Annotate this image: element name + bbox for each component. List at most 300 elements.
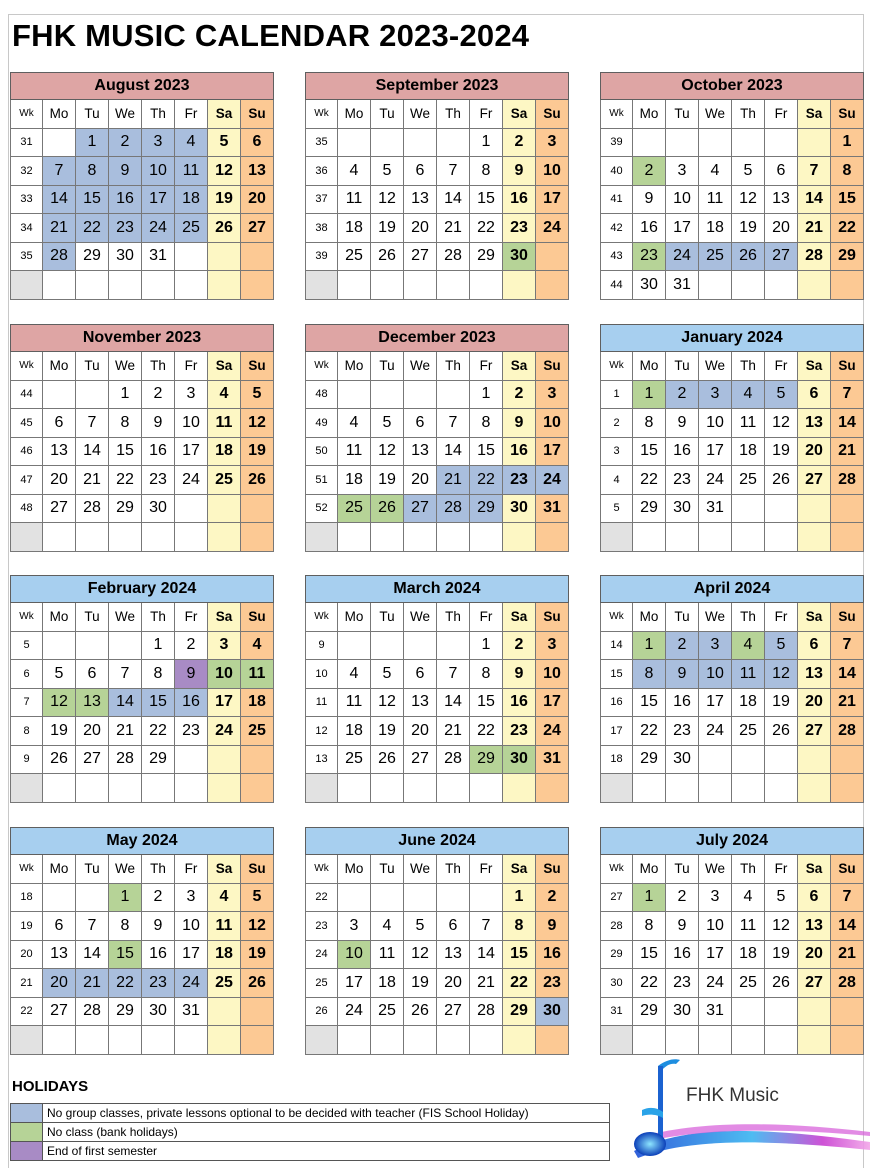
day-cell: 7 bbox=[437, 409, 470, 438]
day-cell bbox=[699, 271, 732, 300]
week-number bbox=[601, 774, 633, 803]
day-cell: 13 bbox=[798, 912, 831, 941]
day-cell: 15 bbox=[109, 941, 142, 970]
day-cell: 13 bbox=[43, 438, 76, 467]
day-cell: 7 bbox=[831, 632, 864, 661]
week-number: 16 bbox=[601, 689, 633, 718]
weekday-header: Th bbox=[142, 855, 175, 884]
day-cell: 14 bbox=[76, 438, 109, 467]
day-cell: 19 bbox=[765, 689, 798, 718]
day-cell bbox=[109, 632, 142, 661]
week-number bbox=[306, 271, 338, 300]
legend-row-bank-holiday bbox=[11, 1123, 609, 1142]
day-cell: 31 bbox=[699, 495, 732, 524]
day-cell bbox=[437, 381, 470, 410]
day-cell: 1 bbox=[109, 884, 142, 913]
day-cell bbox=[371, 774, 404, 803]
month-grid bbox=[305, 352, 569, 552]
day-cell: 27 bbox=[437, 998, 470, 1027]
day-cell: 1 bbox=[503, 884, 536, 913]
weekday-header: Sa bbox=[798, 352, 831, 381]
day-cell: 7 bbox=[831, 884, 864, 913]
day-cell: 21 bbox=[43, 214, 76, 243]
day-cell: 3 bbox=[338, 912, 371, 941]
week-number bbox=[306, 774, 338, 803]
week-number: 50 bbox=[306, 438, 338, 467]
day-cell: 12 bbox=[371, 186, 404, 215]
weekday-header: Tu bbox=[666, 855, 699, 884]
week-number: 44 bbox=[11, 381, 43, 410]
month-grid bbox=[305, 855, 569, 1055]
day-cell: 26 bbox=[241, 466, 274, 495]
weekday-header: Fr bbox=[470, 100, 503, 129]
weekday-header: Wk bbox=[306, 352, 338, 381]
day-cell: 22 bbox=[503, 969, 536, 998]
day-cell bbox=[437, 129, 470, 158]
day-cell: 19 bbox=[404, 969, 437, 998]
day-cell: 4 bbox=[175, 129, 208, 158]
weekday-header: Mo bbox=[338, 855, 371, 884]
day-cell: 29 bbox=[470, 243, 503, 272]
day-cell bbox=[338, 632, 371, 661]
day-cell: 5 bbox=[371, 409, 404, 438]
day-cell: 8 bbox=[470, 157, 503, 186]
day-cell: 16 bbox=[109, 186, 142, 215]
day-cell: 13 bbox=[404, 438, 437, 467]
day-cell bbox=[831, 998, 864, 1027]
day-cell: 25 bbox=[732, 466, 765, 495]
weekday-header: Sa bbox=[208, 855, 241, 884]
day-cell: 24 bbox=[699, 969, 732, 998]
weekday-header: Fr bbox=[470, 352, 503, 381]
day-cell: 19 bbox=[241, 438, 274, 467]
day-cell bbox=[241, 746, 274, 775]
weekday-header: Tu bbox=[76, 352, 109, 381]
month-title: December 2023 bbox=[305, 324, 569, 352]
day-cell: 20 bbox=[404, 717, 437, 746]
day-cell: 11 bbox=[338, 689, 371, 718]
week-number: 45 bbox=[11, 409, 43, 438]
day-cell: 7 bbox=[437, 157, 470, 186]
day-cell bbox=[798, 523, 831, 552]
day-cell: 16 bbox=[666, 438, 699, 467]
day-cell: 11 bbox=[732, 912, 765, 941]
day-cell: 13 bbox=[798, 660, 831, 689]
day-cell: 14 bbox=[43, 186, 76, 215]
week-number: 48 bbox=[11, 495, 43, 524]
day-cell: 28 bbox=[470, 998, 503, 1027]
day-cell: 5 bbox=[208, 129, 241, 158]
day-cell bbox=[43, 381, 76, 410]
legend-row-school-holiday bbox=[11, 1104, 609, 1123]
day-cell: 13 bbox=[43, 941, 76, 970]
weekday-header: Fr bbox=[765, 100, 798, 129]
day-cell bbox=[76, 523, 109, 552]
day-cell: 8 bbox=[470, 409, 503, 438]
day-cell: 2 bbox=[666, 381, 699, 410]
day-cell: 24 bbox=[536, 214, 569, 243]
week-number: 6 bbox=[11, 660, 43, 689]
day-cell: 12 bbox=[241, 912, 274, 941]
day-cell: 23 bbox=[666, 969, 699, 998]
weekday-header: Fr bbox=[470, 855, 503, 884]
day-cell bbox=[208, 746, 241, 775]
day-cell: 17 bbox=[699, 941, 732, 970]
day-cell bbox=[536, 243, 569, 272]
day-cell: 24 bbox=[699, 466, 732, 495]
weekday-header: Wk bbox=[11, 100, 43, 129]
day-cell bbox=[241, 1026, 274, 1055]
day-cell: 9 bbox=[142, 409, 175, 438]
day-cell: 7 bbox=[831, 381, 864, 410]
week-number: 39 bbox=[601, 129, 633, 158]
day-cell: 29 bbox=[831, 243, 864, 272]
weekday-header: We bbox=[699, 855, 732, 884]
day-cell: 30 bbox=[666, 746, 699, 775]
day-cell: 4 bbox=[371, 912, 404, 941]
day-cell: 15 bbox=[633, 689, 666, 718]
day-cell: 20 bbox=[76, 717, 109, 746]
day-cell bbox=[798, 998, 831, 1027]
day-cell bbox=[765, 271, 798, 300]
day-cell: 9 bbox=[503, 157, 536, 186]
day-cell: 13 bbox=[76, 689, 109, 718]
day-cell: 11 bbox=[732, 409, 765, 438]
day-cell bbox=[831, 1026, 864, 1055]
day-cell: 27 bbox=[798, 717, 831, 746]
day-cell: 9 bbox=[633, 186, 666, 215]
day-cell: 15 bbox=[503, 941, 536, 970]
weekday-header: Th bbox=[142, 352, 175, 381]
weekday-header: Su bbox=[536, 603, 569, 632]
day-cell: 4 bbox=[338, 409, 371, 438]
day-cell: 10 bbox=[142, 157, 175, 186]
day-cell: 11 bbox=[338, 438, 371, 467]
day-cell bbox=[765, 495, 798, 524]
week-number: 31 bbox=[601, 998, 633, 1027]
weekday-header: Tu bbox=[371, 100, 404, 129]
month-title: June 2024 bbox=[305, 827, 569, 855]
week-number: 29 bbox=[601, 941, 633, 970]
day-cell bbox=[536, 774, 569, 803]
month-march-2024 bbox=[305, 575, 569, 803]
weekday-header: We bbox=[109, 352, 142, 381]
week-number: 4 bbox=[601, 466, 633, 495]
day-cell: 13 bbox=[798, 409, 831, 438]
weekday-header: Wk bbox=[11, 603, 43, 632]
day-cell: 15 bbox=[633, 941, 666, 970]
day-cell: 7 bbox=[76, 409, 109, 438]
day-cell: 31 bbox=[699, 998, 732, 1027]
day-cell: 9 bbox=[503, 409, 536, 438]
day-cell bbox=[536, 271, 569, 300]
week-number bbox=[11, 523, 43, 552]
week-number bbox=[306, 523, 338, 552]
day-cell: 23 bbox=[142, 969, 175, 998]
day-cell: 29 bbox=[470, 746, 503, 775]
day-cell bbox=[371, 381, 404, 410]
day-cell bbox=[831, 746, 864, 775]
day-cell: 7 bbox=[798, 157, 831, 186]
day-cell: 28 bbox=[798, 243, 831, 272]
weekday-header: Wk bbox=[306, 855, 338, 884]
day-cell: 4 bbox=[732, 381, 765, 410]
day-cell: 30 bbox=[142, 495, 175, 524]
month-june-2024 bbox=[305, 827, 569, 1055]
day-cell bbox=[371, 632, 404, 661]
day-cell bbox=[699, 1026, 732, 1055]
day-cell: 29 bbox=[142, 746, 175, 775]
day-cell: 5 bbox=[371, 157, 404, 186]
week-number: 18 bbox=[11, 884, 43, 913]
day-cell: 21 bbox=[798, 214, 831, 243]
day-cell: 17 bbox=[666, 214, 699, 243]
day-cell bbox=[338, 381, 371, 410]
day-cell bbox=[43, 129, 76, 158]
day-cell: 14 bbox=[437, 186, 470, 215]
week-number: 47 bbox=[11, 466, 43, 495]
week-number: 34 bbox=[11, 214, 43, 243]
month-july-2024 bbox=[600, 827, 864, 1055]
day-cell bbox=[404, 129, 437, 158]
week-number: 52 bbox=[306, 495, 338, 524]
day-cell: 12 bbox=[43, 689, 76, 718]
week-number: 35 bbox=[11, 243, 43, 272]
day-cell bbox=[437, 523, 470, 552]
day-cell: 13 bbox=[404, 186, 437, 215]
day-cell: 30 bbox=[503, 243, 536, 272]
day-cell: 10 bbox=[175, 912, 208, 941]
day-cell: 18 bbox=[338, 717, 371, 746]
day-cell: 27 bbox=[404, 746, 437, 775]
day-cell: 1 bbox=[831, 129, 864, 158]
day-cell: 22 bbox=[470, 214, 503, 243]
day-cell: 24 bbox=[536, 466, 569, 495]
day-cell: 27 bbox=[404, 243, 437, 272]
day-cell: 23 bbox=[109, 214, 142, 243]
day-cell: 26 bbox=[732, 243, 765, 272]
day-cell: 4 bbox=[732, 632, 765, 661]
day-cell: 28 bbox=[437, 746, 470, 775]
day-cell: 14 bbox=[437, 438, 470, 467]
week-number: 7 bbox=[11, 689, 43, 718]
day-cell: 6 bbox=[404, 409, 437, 438]
day-cell: 18 bbox=[699, 214, 732, 243]
day-cell: 2 bbox=[109, 129, 142, 158]
week-number: 39 bbox=[306, 243, 338, 272]
day-cell bbox=[666, 129, 699, 158]
weekday-header: Th bbox=[437, 100, 470, 129]
day-cell: 18 bbox=[241, 689, 274, 718]
weekday-header: Th bbox=[732, 603, 765, 632]
day-cell: 18 bbox=[208, 438, 241, 467]
week-number: 48 bbox=[306, 381, 338, 410]
day-cell: 15 bbox=[633, 438, 666, 467]
day-cell: 27 bbox=[43, 998, 76, 1027]
weekday-header: Th bbox=[732, 100, 765, 129]
weekday-header: Tu bbox=[371, 603, 404, 632]
week-number: 36 bbox=[306, 157, 338, 186]
weekday-header: Mo bbox=[338, 100, 371, 129]
day-cell: 2 bbox=[666, 884, 699, 913]
day-cell: 31 bbox=[536, 746, 569, 775]
day-cell: 16 bbox=[536, 941, 569, 970]
weekday-header: Mo bbox=[43, 603, 76, 632]
day-cell: 29 bbox=[109, 495, 142, 524]
weekday-header: Sa bbox=[208, 352, 241, 381]
weekday-header: Su bbox=[241, 855, 274, 884]
weekday-header: Su bbox=[536, 855, 569, 884]
day-cell: 6 bbox=[798, 632, 831, 661]
week-number: 19 bbox=[11, 912, 43, 941]
day-cell: 26 bbox=[765, 717, 798, 746]
day-cell: 20 bbox=[798, 438, 831, 467]
day-cell: 18 bbox=[338, 214, 371, 243]
day-cell: 24 bbox=[142, 214, 175, 243]
day-cell: 22 bbox=[633, 969, 666, 998]
day-cell: 23 bbox=[175, 717, 208, 746]
day-cell bbox=[109, 271, 142, 300]
weekday-header: Wk bbox=[306, 100, 338, 129]
day-cell: 10 bbox=[208, 660, 241, 689]
day-cell: 13 bbox=[437, 941, 470, 970]
day-cell: 12 bbox=[371, 438, 404, 467]
weekday-header: Mo bbox=[338, 603, 371, 632]
day-cell bbox=[765, 998, 798, 1027]
day-cell: 25 bbox=[732, 717, 765, 746]
day-cell: 28 bbox=[831, 969, 864, 998]
day-cell: 17 bbox=[175, 438, 208, 467]
weekday-header: Wk bbox=[11, 855, 43, 884]
day-cell: 10 bbox=[338, 941, 371, 970]
week-number: 14 bbox=[601, 632, 633, 661]
weekday-header: Su bbox=[241, 603, 274, 632]
day-cell: 19 bbox=[765, 941, 798, 970]
day-cell: 8 bbox=[503, 912, 536, 941]
day-cell: 19 bbox=[732, 214, 765, 243]
day-cell: 19 bbox=[241, 941, 274, 970]
day-cell bbox=[831, 495, 864, 524]
day-cell: 16 bbox=[633, 214, 666, 243]
day-cell bbox=[371, 523, 404, 552]
day-cell bbox=[175, 774, 208, 803]
day-cell: 11 bbox=[175, 157, 208, 186]
day-cell bbox=[175, 243, 208, 272]
day-cell: 7 bbox=[43, 157, 76, 186]
day-cell bbox=[732, 271, 765, 300]
day-cell: 4 bbox=[208, 381, 241, 410]
day-cell bbox=[470, 523, 503, 552]
day-cell bbox=[666, 523, 699, 552]
day-cell: 26 bbox=[765, 969, 798, 998]
day-cell: 23 bbox=[536, 969, 569, 998]
day-cell: 5 bbox=[371, 660, 404, 689]
weekday-header: Fr bbox=[765, 855, 798, 884]
legend-text: No group classes, private lessons optional to be decided with teacher (FIS School Holiday) bbox=[47, 1106, 529, 1120]
month-title: November 2023 bbox=[10, 324, 274, 352]
day-cell: 16 bbox=[666, 689, 699, 718]
month-august-2023 bbox=[10, 72, 274, 300]
day-cell: 25 bbox=[338, 243, 371, 272]
day-cell: 2 bbox=[142, 381, 175, 410]
day-cell bbox=[732, 129, 765, 158]
weekday-header: We bbox=[109, 100, 142, 129]
week-number: 12 bbox=[306, 717, 338, 746]
day-cell: 9 bbox=[503, 660, 536, 689]
day-cell: 26 bbox=[765, 466, 798, 495]
weekday-header: Tu bbox=[371, 855, 404, 884]
day-cell bbox=[404, 271, 437, 300]
day-cell: 18 bbox=[732, 941, 765, 970]
day-cell: 23 bbox=[142, 466, 175, 495]
day-cell bbox=[43, 774, 76, 803]
legend-row-end-semester bbox=[11, 1142, 609, 1161]
day-cell: 21 bbox=[76, 969, 109, 998]
weekday-header: Fr bbox=[765, 603, 798, 632]
day-cell: 3 bbox=[699, 381, 732, 410]
month-april-2024 bbox=[600, 575, 864, 803]
day-cell: 8 bbox=[109, 409, 142, 438]
week-number: 17 bbox=[601, 717, 633, 746]
day-cell bbox=[43, 884, 76, 913]
week-number: 44 bbox=[601, 271, 633, 300]
day-cell: 4 bbox=[338, 660, 371, 689]
day-cell: 21 bbox=[109, 717, 142, 746]
day-cell bbox=[371, 1026, 404, 1055]
weekday-header: Fr bbox=[175, 100, 208, 129]
day-cell: 16 bbox=[503, 689, 536, 718]
day-cell: 11 bbox=[371, 941, 404, 970]
day-cell: 18 bbox=[208, 941, 241, 970]
week-number bbox=[11, 271, 43, 300]
day-cell: 15 bbox=[76, 186, 109, 215]
day-cell bbox=[437, 884, 470, 913]
weekday-header: Wk bbox=[601, 100, 633, 129]
week-number: 30 bbox=[601, 969, 633, 998]
day-cell: 24 bbox=[536, 717, 569, 746]
day-cell: 27 bbox=[76, 746, 109, 775]
day-cell: 30 bbox=[633, 271, 666, 300]
day-cell: 25 bbox=[371, 998, 404, 1027]
holidays-legend bbox=[10, 1103, 610, 1161]
day-cell: 16 bbox=[175, 689, 208, 718]
day-cell: 24 bbox=[175, 466, 208, 495]
day-cell: 9 bbox=[175, 660, 208, 689]
weekday-header: Su bbox=[536, 100, 569, 129]
week-number: 49 bbox=[306, 409, 338, 438]
day-cell: 23 bbox=[633, 243, 666, 272]
day-cell: 18 bbox=[175, 186, 208, 215]
day-cell: 21 bbox=[831, 941, 864, 970]
weekday-header: Sa bbox=[798, 100, 831, 129]
day-cell: 2 bbox=[175, 632, 208, 661]
day-cell: 18 bbox=[732, 438, 765, 467]
day-cell: 21 bbox=[437, 717, 470, 746]
day-cell: 5 bbox=[241, 381, 274, 410]
day-cell: 10 bbox=[666, 186, 699, 215]
day-cell: 20 bbox=[798, 689, 831, 718]
weekday-header: Wk bbox=[11, 352, 43, 381]
legend-swatch-green bbox=[11, 1123, 43, 1141]
day-cell: 9 bbox=[666, 660, 699, 689]
weekday-header: Su bbox=[831, 855, 864, 884]
week-number: 18 bbox=[601, 746, 633, 775]
week-number: 9 bbox=[11, 746, 43, 775]
weekday-header: Th bbox=[437, 603, 470, 632]
day-cell: 12 bbox=[241, 409, 274, 438]
day-cell: 10 bbox=[699, 409, 732, 438]
day-cell: 26 bbox=[241, 969, 274, 998]
